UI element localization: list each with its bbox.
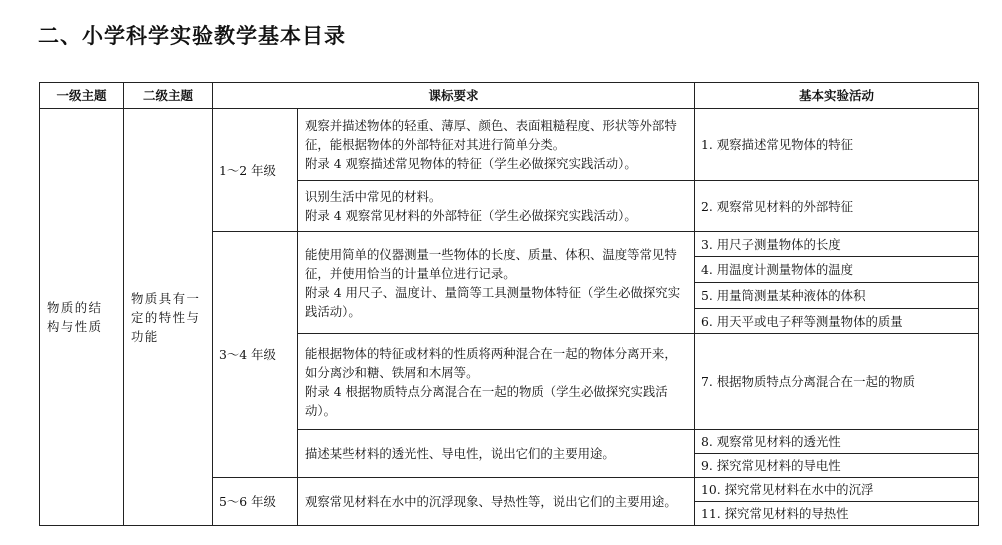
activity-cell: 3. 用尺子测量物体的长度: [695, 232, 979, 257]
requirement-cell-2: [298, 181, 695, 232]
requirement-appendix: 附录 4 用尺子、温度计、量筒等工具测量物体特征（学生必做探究实践活动）。: [305, 284, 681, 319]
table-header-row: [40, 83, 979, 109]
activity-cell: 5. 用量筒测量某种液体的体积: [695, 283, 979, 309]
activity-cell: 4. 用温度计测量物体的温度: [695, 257, 979, 283]
activity-cell: 8. 观察常见材料的透光性: [695, 430, 979, 454]
requirement-text: 观察并描述物体的轻重、薄厚、颜色、表面粗糙程度、形状等外部特征，能根据物体的外部特征对其进行简单分类。: [305, 118, 677, 152]
level2-theme-cell: 物质具有一定的特性与功能: [124, 109, 213, 526]
activity-cell: 7. 根据物质特点分离混合在一起的物质: [695, 334, 979, 430]
activity-cell: 9. 探究常见材料的导电性: [695, 454, 979, 478]
header-level1-theme: 一级主题: [40, 83, 124, 109]
requirement-text: 能使用简单的仪器测量一些物体的长度、质量、体积、温度等常见特征，并使用恰当的计量单位进行记录。: [305, 246, 677, 281]
requirement-appendix: 附录 4 根据物质特点分离混合在一起的物质（学生必做探究实践活动）。: [305, 383, 668, 418]
requirement-text: 描述某些材料的透光性、导电性，说出它们的主要用途。: [305, 446, 615, 461]
requirement-appendix: 附录 4 观察描述常见物体的特征（学生必做探究实践活动）。: [305, 156, 637, 171]
activity-cell: 11. 探究常见材料的导热性: [695, 502, 979, 526]
activity-cell: 10. 探究常见材料在水中的沉浮: [695, 478, 979, 502]
activity-cell: 6. 用天平或电子秤等测量物体的质量: [695, 309, 979, 334]
requirement-text: 识别生活中常见的材料。: [305, 189, 442, 204]
requirement-text: 能根据物体的特征或材料的性质将两种混合在一起的物体分离开来，如分离沙和糖、铁屑和木屑等。: [305, 345, 677, 380]
requirement-cell-1: [298, 109, 695, 181]
grade-cell-3-4: 3～4 年级: [213, 232, 298, 478]
grade-cell-5-6: 5～6 年级: [213, 478, 298, 526]
requirement-cell-5: [298, 430, 695, 478]
header-curriculum-requirements: 课标要求: [213, 83, 695, 109]
requirement-appendix: 附录 4 观察常见材料的外部特征（学生必做探究实践活动）。: [305, 208, 637, 223]
requirement-cell-4: [298, 334, 695, 430]
experiment-catalog-table: [39, 82, 979, 526]
header-basic-activities: 基本实验活动: [695, 83, 979, 109]
grade-cell-1-2: 1～2 年级: [213, 109, 298, 232]
level1-theme-cell: 物质的结构与性质: [40, 109, 124, 526]
requirement-cell-6: [298, 478, 695, 526]
header-level2-theme: 二级主题: [124, 83, 213, 109]
requirement-text: 观察常见材料在水中的沉浮现象、导热性等，说出它们的主要用途。: [305, 494, 677, 509]
page-title: 二、小学科学实验教学基本目录: [38, 24, 346, 48]
table-row: [40, 109, 979, 181]
activity-cell: 1. 观察描述常见物体的特征: [695, 109, 979, 181]
requirement-cell-3: [298, 232, 695, 334]
activity-cell: 2. 观察常见材料的外部特征: [695, 181, 979, 232]
